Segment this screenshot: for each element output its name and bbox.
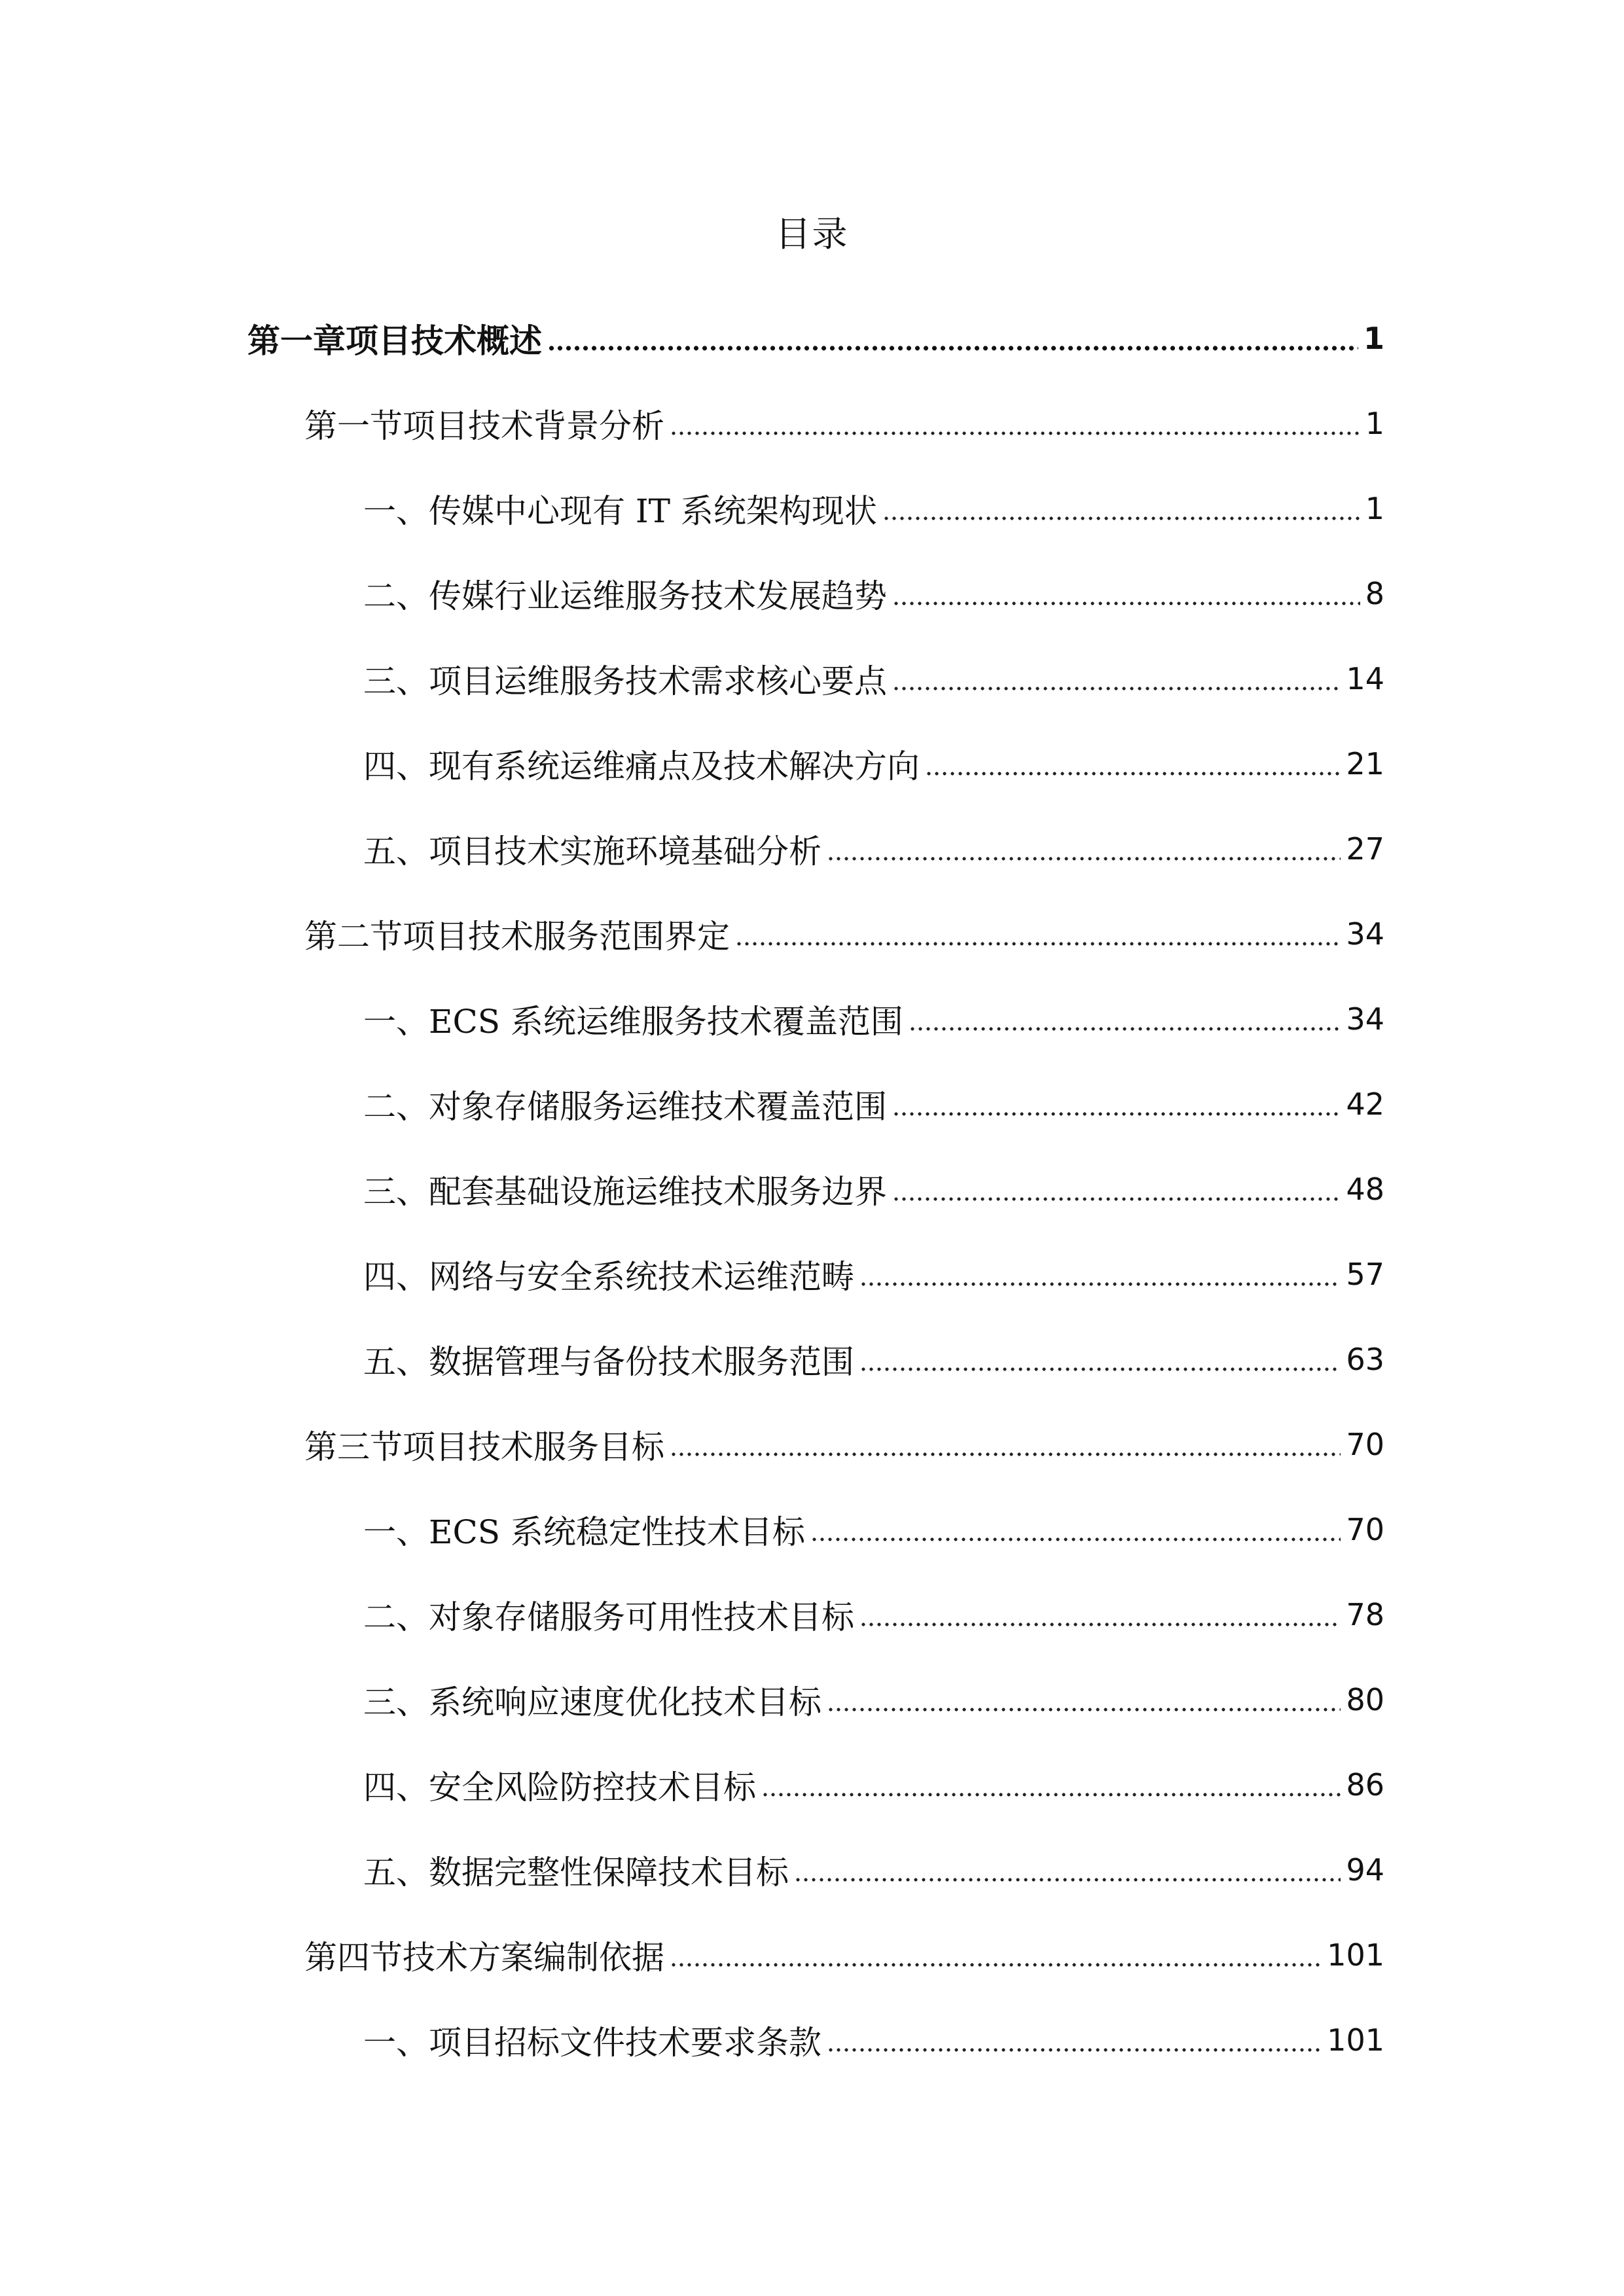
toc-entry-title: 五、数据完整性保障技术目标 (363, 1854, 789, 1892)
toc-entry-title: 一、ECS 系统运维服务技术覆盖范围 (363, 1003, 903, 1041)
toc-dot-leader (882, 516, 1360, 521)
toc-entry[interactable] (0, 1402, 1624, 1487)
toc-entry-title: 三、系统响应速度优化技术目标 (363, 1683, 821, 1721)
toc-dot-leader (859, 1282, 1341, 1287)
toc-entry[interactable] (0, 1487, 1624, 1572)
toc-entry[interactable] (0, 977, 1624, 1062)
toc-entry-title: 二、对象存储服务运维技术覆盖范围 (363, 1088, 887, 1126)
toc-title: 目录 (775, 213, 849, 255)
toc-entry-page-number: 70 (1346, 1427, 1384, 1462)
toc-dot-leader (827, 1707, 1341, 1712)
toc-entry-page-number: 1 (1365, 406, 1384, 441)
toc-entry-page-number: 48 (1346, 1172, 1384, 1207)
toc-entry[interactable] (0, 466, 1624, 551)
toc-entry[interactable] (0, 296, 1624, 381)
toc-entry-page-number: 42 (1346, 1086, 1384, 1122)
toc-entry-page-number: 8 (1365, 576, 1384, 611)
toc-entry[interactable] (0, 1657, 1624, 1742)
toc-entry[interactable] (0, 551, 1624, 636)
toc-entry-title: 第二节项目技术服务范围界定 (304, 918, 730, 956)
toc-entry-title: 二、传媒行业运维服务技术发展趋势 (363, 577, 887, 615)
toc-entry-title: 三、配套基础设施运维技术服务边界 (363, 1173, 887, 1211)
toc-entry[interactable] (0, 1317, 1624, 1402)
toc-entry-title: 四、现有系统运维痛点及技术解决方向 (363, 747, 920, 785)
toc-entry-title: 四、网络与安全系统技术运维范畴 (363, 1258, 854, 1296)
toc-entry-page-number: 1 (1363, 321, 1384, 356)
toc-entry-page-number: 1 (1365, 491, 1384, 526)
toc-dot-leader (827, 2047, 1322, 2053)
toc-dot-leader (859, 1622, 1341, 1627)
toc-dot-leader (735, 941, 1341, 946)
toc-entry-page-number: 78 (1346, 1597, 1384, 1632)
toc-entry-page-number: 70 (1346, 1512, 1384, 1547)
toc-entry-page-number: 94 (1346, 1852, 1384, 1888)
toc-dot-leader (892, 601, 1360, 606)
toc-entry[interactable] (0, 636, 1624, 721)
toc-entry-title: 一、ECS 系统稳定性技术目标 (363, 1513, 805, 1551)
toc-entry-page-number: 86 (1346, 1767, 1384, 1803)
toc-dot-leader (670, 1452, 1341, 1457)
toc-entry-title: 五、数据管理与备份技术服务范围 (363, 1343, 854, 1381)
toc-entry[interactable] (0, 1572, 1624, 1657)
toc-entry-page-number: 101 (1327, 2022, 1384, 2058)
toc-entry[interactable] (0, 1062, 1624, 1147)
toc-entry-page-number: 63 (1346, 1342, 1384, 1377)
toc-dot-leader (794, 1877, 1341, 1882)
toc-entry[interactable] (0, 1147, 1624, 1232)
toc-entry-page-number: 27 (1346, 831, 1384, 867)
toc-dot-leader (810, 1537, 1341, 1542)
toc-entry-page-number: 80 (1346, 1682, 1384, 1717)
toc-entry-page-number: 34 (1346, 1001, 1384, 1037)
toc-dot-leader (892, 1196, 1341, 1202)
toc-entry-title: 四、安全风险防控技术目标 (363, 1768, 756, 1806)
toc-dot-leader (892, 1111, 1341, 1117)
toc-entry-page-number: 101 (1327, 1937, 1384, 1973)
toc-list (0, 296, 1624, 2083)
toc-entry[interactable] (0, 1912, 1624, 1998)
toc-entry[interactable] (0, 1232, 1624, 1317)
toc-dot-leader (859, 1367, 1341, 1372)
toc-dot-leader (925, 771, 1341, 776)
toc-entry-title: 第四节技术方案编制依据 (304, 1939, 664, 1977)
toc-dot-leader (827, 856, 1341, 861)
toc-entry-page-number: 14 (1346, 661, 1384, 696)
toc-entry[interactable] (0, 1998, 1624, 2083)
toc-entry-title: 第一章项目技术概述 (247, 322, 542, 360)
toc-dot-leader (761, 1792, 1341, 1797)
toc-entry-title: 五、项目技术实施环境基础分析 (363, 833, 821, 870)
toc-entry-title: 第一节项目技术背景分析 (304, 407, 664, 445)
toc-entry-title: 三、项目运维服务技术需求核心要点 (363, 662, 887, 700)
toc-dot-leader (670, 1962, 1322, 1967)
toc-entry-title: 一、传媒中心现有 IT 系统架构现状 (363, 492, 877, 530)
toc-entry[interactable] (0, 1742, 1624, 1827)
toc-entry[interactable] (0, 891, 1624, 977)
toc-entry-page-number: 34 (1346, 916, 1384, 952)
toc-entry[interactable] (0, 806, 1624, 891)
toc-entry-page-number: 21 (1346, 746, 1384, 781)
toc-entry-page-number: 57 (1346, 1257, 1384, 1292)
toc-entry-title: 一、项目招标文件技术要求条款 (363, 2024, 821, 2062)
toc-dot-leader (892, 686, 1341, 691)
toc-entry[interactable] (0, 381, 1624, 466)
toc-entry[interactable] (0, 721, 1624, 806)
toc-entry-title: 第三节项目技术服务目标 (304, 1428, 664, 1466)
toc-dot-leader (670, 431, 1360, 436)
toc-entry[interactable] (0, 1827, 1624, 1912)
toc-dot-leader (909, 1026, 1341, 1031)
toc-dot-leader (547, 345, 1358, 351)
toc-entry-title: 二、对象存储服务可用性技术目标 (363, 1598, 854, 1636)
